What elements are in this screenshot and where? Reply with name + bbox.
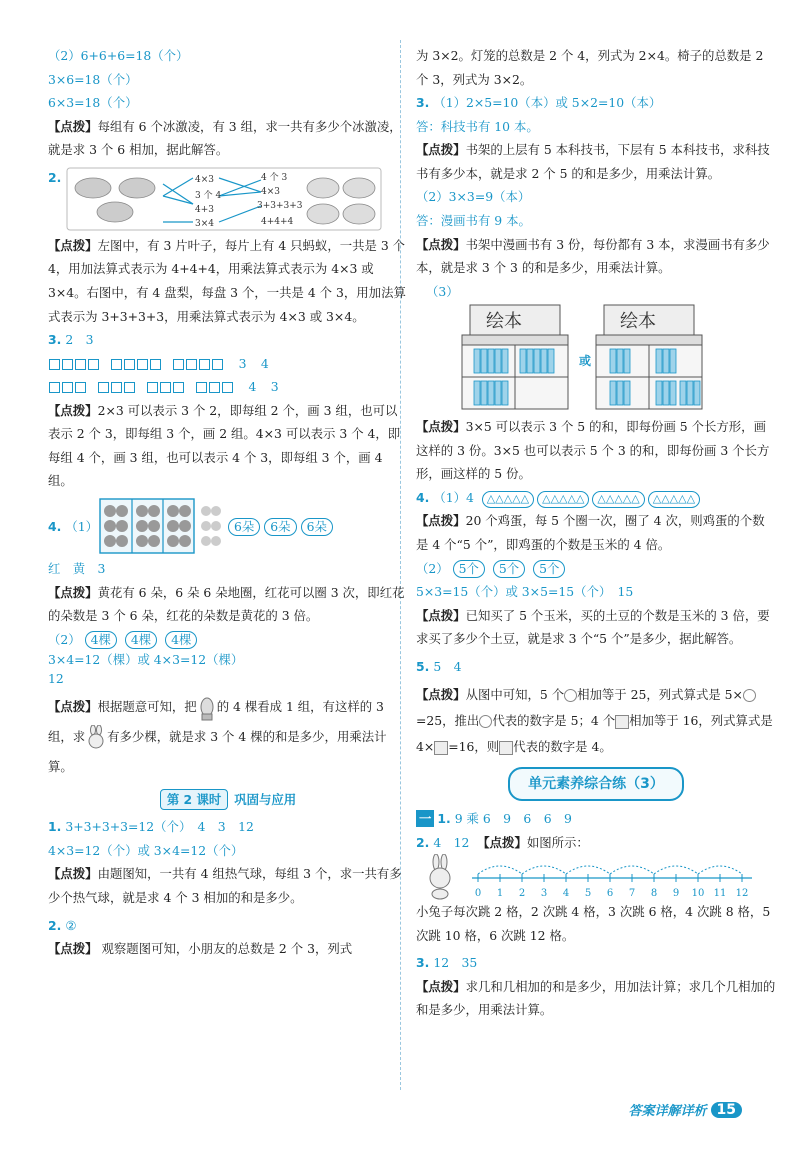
group-oval: 5个 bbox=[533, 560, 565, 579]
q2-answer bbox=[48, 166, 408, 234]
tip-text: 有多少棵，就是求 3 个 4 棵的和是多少，用乘法计算。 bbox=[48, 729, 387, 774]
tip-label: 【点拨】 bbox=[48, 866, 98, 882]
answer-line bbox=[416, 807, 776, 831]
tip-paragraph bbox=[48, 234, 408, 328]
page-number: 15 bbox=[711, 1102, 742, 1118]
answer-text: （1）2×5=10（本）或 5×2=10（本） bbox=[433, 95, 662, 111]
tip-paragraph bbox=[416, 138, 776, 185]
bunny-icon bbox=[85, 725, 107, 751]
tick-label: 2 bbox=[518, 888, 526, 900]
circle-symbol bbox=[479, 715, 492, 728]
tip-label: 【点拨】 bbox=[416, 687, 466, 703]
tip-paragraph bbox=[48, 115, 408, 162]
tip-text: 代表的数字是 5；4 个 bbox=[492, 713, 616, 729]
tip-paragraph bbox=[48, 692, 408, 781]
question-number: 2. bbox=[416, 834, 430, 850]
match-right-3: 4+4+4 bbox=[261, 216, 294, 227]
tick-label: 0 bbox=[474, 888, 482, 900]
left-column bbox=[48, 44, 408, 961]
answer-line: 12 bbox=[48, 670, 64, 686]
tick-label: 1 bbox=[496, 888, 504, 900]
footer-label: 答案详解详析 bbox=[628, 1104, 707, 1119]
jump-arc bbox=[478, 866, 522, 874]
right-column bbox=[416, 44, 776, 1022]
tip-label: 【点拨】 bbox=[477, 834, 527, 850]
match-left-0: 4×3 bbox=[195, 174, 215, 185]
tick-label: 7 bbox=[628, 888, 636, 900]
tip-label: 【点拨】 bbox=[416, 142, 466, 158]
flowers-figure bbox=[98, 497, 228, 557]
answer-line bbox=[48, 628, 408, 652]
match-right-1: 4×3 bbox=[261, 186, 281, 197]
tip-label: 【点拨】 bbox=[48, 941, 98, 957]
answer-line bbox=[48, 328, 408, 352]
part-label: （2） bbox=[416, 560, 449, 576]
tick-label: 8 bbox=[650, 888, 658, 900]
group-oval: 6朵 bbox=[264, 518, 296, 537]
tip-text: 已知买了 5 个玉米，买的土豆的个数是玉米的 3 倍，要求买了多少个土豆，就是求 3 个“5 个”是多少，据此解答。 bbox=[416, 607, 770, 647]
group-oval: 6朵 bbox=[228, 518, 260, 537]
match-right-0: 4 个 3 bbox=[261, 172, 288, 183]
tick-label: 5 bbox=[584, 888, 592, 900]
tip-text: 相加等于 16，列式算式是 4× bbox=[416, 713, 773, 755]
answer-text: 4 12 bbox=[433, 834, 470, 850]
tick-label: 6 bbox=[606, 888, 614, 900]
triangle-group: △△△△△ bbox=[482, 491, 534, 508]
match-right-2: 3+3+3+3 bbox=[257, 200, 303, 211]
tip-text: 2×3 可以表示 3 个 2，即每组 2 个，画 3 组，也可以表示 2 个 3，即每组 3 个，画 2 组。4×3 可以表示 3 个 4，即每组 4 个，画 3 组，也可以表示 4 个 3，即每组 3 个，画 4 组。 bbox=[48, 402, 401, 489]
tip-label: 【点拨】 bbox=[48, 118, 98, 134]
triangle-group: △△△△△ bbox=[592, 491, 644, 508]
tip-text: 书架的上层有 5 本科技书，下层有 5 本科技书，求科技书有多少本，就是求 2 个 5 的和是多少，用乘法计算。 bbox=[416, 142, 770, 181]
question-number: 3. bbox=[48, 332, 62, 348]
tip-text: 黄花有 6 朵，6 朵 6 朵地圈，红花可以圈 3 次，即红花的朵数是 3 个 6 朵，红花的朵数是黄花的 3 倍。 bbox=[48, 584, 405, 624]
answer-line bbox=[48, 815, 408, 839]
answer-line: 红 黄 3 bbox=[48, 561, 106, 576]
lesson-tag: 第 2 课时 bbox=[160, 789, 228, 811]
lesson-title: 巩固与应用 bbox=[234, 791, 297, 807]
question-number: 2. bbox=[48, 917, 62, 933]
tip-text: 的 4 棵看成 1 组，有这样的 3 组，求 bbox=[48, 699, 384, 745]
row-1-answer: 3 4 bbox=[238, 355, 270, 371]
tip-text: 代表的数字是 4。 bbox=[513, 739, 612, 755]
answer-line bbox=[416, 831, 776, 855]
tip-label: 【点拨】 bbox=[416, 513, 466, 529]
square-symbol bbox=[499, 741, 513, 755]
jump-arc bbox=[566, 866, 610, 874]
number-line-figure bbox=[416, 854, 756, 900]
tip-label: 【点拨】 bbox=[416, 419, 466, 435]
answer-line: （2）3×3=9（本） bbox=[416, 189, 531, 205]
answer-line bbox=[48, 914, 408, 938]
answer-text: （1）4 bbox=[433, 489, 474, 505]
question-number: 1. bbox=[48, 819, 62, 835]
unit-banner bbox=[416, 767, 776, 802]
group-oval: 4棵 bbox=[85, 631, 117, 650]
tick-label: 3 bbox=[540, 888, 548, 900]
group-oval: 4棵 bbox=[125, 631, 157, 650]
row-2-answer: 4 3 bbox=[248, 379, 280, 395]
tip-text: =16，则 bbox=[448, 739, 500, 755]
lesson-header bbox=[48, 788, 408, 812]
answer-text: 3+3+3+3=12（个） 4 3 12 bbox=[65, 819, 254, 835]
tip-text: =25，推出 bbox=[416, 713, 480, 729]
answer-text: 12 35 bbox=[433, 955, 478, 971]
bookshelf-sign-left: 绘本 bbox=[486, 311, 522, 333]
tip-paragraph bbox=[416, 604, 776, 651]
part-label: （3） bbox=[426, 283, 459, 299]
yellow-flowers bbox=[201, 506, 221, 546]
question-number: 4. bbox=[48, 519, 62, 535]
square-drawing-row-1 bbox=[48, 352, 408, 376]
tip-label: 【点拨】 bbox=[48, 699, 98, 715]
ant-pear-matching-figure bbox=[65, 166, 385, 234]
answer-line bbox=[416, 557, 776, 581]
tip-paragraph bbox=[48, 937, 408, 961]
question-number: 3. bbox=[416, 955, 430, 971]
question-number: 3. bbox=[416, 95, 430, 111]
tip-paragraph bbox=[416, 509, 776, 556]
section-mark: 一 bbox=[416, 810, 434, 827]
cactus-icon bbox=[197, 695, 217, 721]
answer-text: 2 3 bbox=[65, 332, 94, 348]
group-oval: 5个 bbox=[493, 560, 525, 579]
tip-label: 【点拨】 bbox=[48, 237, 98, 253]
match-left-3: 3×4 bbox=[195, 218, 215, 229]
tip-text: 3×5 可以表示 3 个 5 的和，即每份画 5 个长方形，画这样的 3 份。3×5 也可以表示 5 个 3 的和，即每份画 3 个长方形，画这样的 5 份。 bbox=[416, 419, 770, 482]
tip-paragraph bbox=[48, 399, 408, 493]
answer-line: 答：科技书有 10 本。 bbox=[416, 118, 539, 134]
bookshelf-answer bbox=[416, 280, 776, 304]
tip-paragraph bbox=[416, 975, 776, 1022]
tip-paragraph bbox=[416, 682, 776, 760]
answer-line bbox=[416, 655, 776, 679]
red-flowers bbox=[104, 505, 191, 547]
answer-line: 6×3=18（个） bbox=[48, 95, 138, 111]
group-oval: 6朵 bbox=[301, 518, 333, 537]
answer-line bbox=[416, 951, 776, 975]
tip-text: 20 个鸡蛋，每 5 个圈一次，圈了 4 次，则鸡蛋的个数是 4 个“5 个”，即鸡蛋的个数是玉米的 4 倍。 bbox=[416, 513, 765, 552]
question-number: 5. bbox=[416, 658, 430, 674]
jump-arc bbox=[698, 866, 742, 874]
question-number: 2. bbox=[48, 169, 62, 185]
tip-label: 【点拨】 bbox=[48, 584, 98, 600]
tip-text: 左图中，有 3 片叶子，每片上有 4 只蚂蚁，一共是 3 个 4，用加法算式表示为 4+4+4，用乘法算式表示为 4×3 或 3×4。右图中，有 4 盘梨，每盘 3 个，一共是 4 个 3，用加法算式表示为 3+3+3+3，用乘法算式表示为 4×3 或 3×4。 bbox=[48, 237, 406, 324]
question-number: 1. bbox=[437, 811, 451, 827]
answer-line: 答：漫画书有 9 本。 bbox=[416, 212, 531, 228]
triangle-group: △△△△△ bbox=[537, 491, 589, 508]
tip-text: 观察题图可知，小朋友的总数是 2 个 3，列式 bbox=[101, 941, 353, 957]
tick-label: 11 bbox=[713, 888, 727, 900]
tip-text: 相加等于 25，列式算式是 5× bbox=[577, 687, 743, 703]
tip-paragraph bbox=[48, 862, 408, 909]
tip-continuation: 为 3×2。灯笼的总数是 2 个 4，列式为 2×4。椅子的总数是 2 个 3，列式为 3×2。 bbox=[416, 48, 764, 87]
tip-text: 如图所示： bbox=[526, 834, 589, 850]
group-oval: 4棵 bbox=[165, 631, 197, 650]
tip-text: 小兔子每次跳 2 格，2 次跳 4 格，3 次跳 6 格，4 次跳 8 格，5 次跳 10 格，6 次跳 12 格。 bbox=[416, 904, 771, 943]
page-footer bbox=[629, 1100, 743, 1119]
bunny-figure bbox=[430, 854, 450, 899]
or-label: 或 bbox=[579, 354, 592, 369]
tick-label: 4 bbox=[562, 888, 570, 900]
jump-arc bbox=[610, 866, 654, 874]
jump-arc bbox=[522, 866, 566, 874]
jump-arcs bbox=[478, 866, 742, 874]
bookshelf-sign-right: 绘本 bbox=[620, 311, 656, 333]
match-left-1: 3 个 4 bbox=[195, 190, 222, 201]
answer-line: 3×4=12（棵）或 4×3=12（棵） bbox=[48, 652, 244, 668]
bookshelf-figure bbox=[416, 303, 776, 415]
tip-label: 【点拨】 bbox=[48, 402, 98, 418]
tip-text: 每组有 6 个冰激凌，有 3 组，求一共有多少个冰激凌，就是求 3 个 6 相加，据此解答。 bbox=[48, 118, 402, 158]
square-drawing-row-2 bbox=[48, 375, 408, 399]
square-symbol bbox=[434, 741, 448, 755]
jump-arc bbox=[654, 866, 698, 874]
tip-text: 根据题意可知，把 bbox=[97, 699, 197, 715]
match-left-2: 4+3 bbox=[195, 204, 215, 215]
part-label: （1） bbox=[65, 519, 99, 535]
tip-paragraph bbox=[48, 581, 408, 628]
triangle-group: △△△△△ bbox=[648, 491, 700, 508]
answer-text: 5 4 bbox=[433, 658, 462, 674]
tip-paragraph bbox=[416, 415, 776, 486]
unit-title: 单元素养综合练（3） bbox=[508, 767, 684, 802]
tip-text: 由题图知，一共有 4 组热气球，每组 3 个，求一共有多少个热气球，就是求 4 个 3 相加的和是多少。 bbox=[48, 866, 402, 906]
q4-answer bbox=[48, 497, 408, 557]
part-label: （2） bbox=[48, 631, 81, 647]
tick-label: 9 bbox=[672, 888, 680, 900]
square-symbol bbox=[615, 715, 629, 729]
tip-label: 【点拨】 bbox=[416, 236, 466, 252]
answer-line: 3×6=18（个） bbox=[48, 71, 138, 87]
tick-label: 10 bbox=[691, 888, 705, 900]
answer-line bbox=[416, 91, 776, 115]
circle-symbol bbox=[564, 689, 577, 702]
answer-text: ② bbox=[65, 917, 77, 933]
answer-line: 4×3=12（个）或 3×4=12（个） bbox=[48, 842, 244, 858]
tip-text: 从图中可知，5 个 bbox=[465, 687, 565, 703]
tip-text: 求几和几相加的和是多少，用加法计算；求几个几相加的和是多少，用乘法计算。 bbox=[416, 978, 776, 1018]
group-oval: 5个 bbox=[453, 560, 485, 579]
tip-label: 【点拨】 bbox=[416, 607, 466, 623]
circle-symbol bbox=[743, 689, 756, 702]
answer-line bbox=[416, 486, 776, 510]
answer-line: 5×3=15（个）或 3×5=15（个） 15 bbox=[416, 584, 634, 600]
answer-line: （2）6+6+6=18（个） bbox=[48, 48, 189, 63]
answer-text: 9 乘 6 9 6 6 9 bbox=[454, 811, 572, 827]
tip-label: 【点拨】 bbox=[416, 978, 466, 994]
tick-label: 12 bbox=[735, 888, 749, 900]
tip-paragraph bbox=[416, 233, 776, 280]
tip-text: 书架中漫画书有 3 份，每份都有 3 本，求漫画书有多少本，就是求 3 个 3 的和是多少，用乘法计算。 bbox=[416, 236, 770, 276]
question-number: 4. bbox=[416, 489, 430, 505]
